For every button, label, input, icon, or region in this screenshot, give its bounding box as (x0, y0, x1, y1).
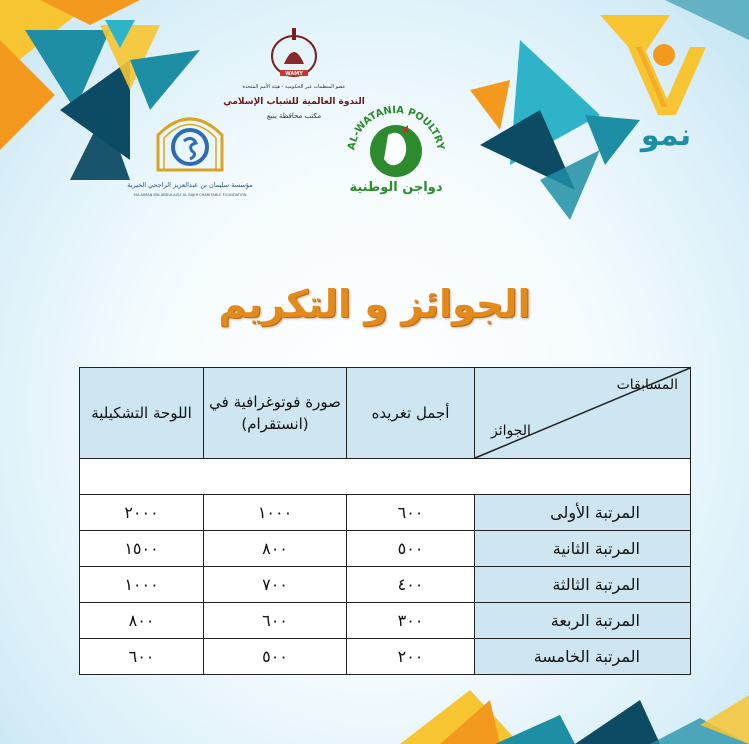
al-rajhi-name-en: SULAIMAN BIN ABDULAZIZ AL RAJHI CHARITABLE FOUNDATION (133, 193, 247, 197)
value-cell: ١٥٠٠ (80, 531, 204, 567)
corner-label-prizes: الجوائز (491, 423, 531, 439)
wamy-badge: WAMY (285, 71, 303, 77)
column-header: صورة فوتوغرافية في (انستقرام) (204, 368, 347, 459)
al-watania-name-en: AL-WATANIA POULTRY (346, 104, 446, 151)
table-row (80, 495, 691, 531)
prizes-table (79, 367, 691, 675)
value-cell: ٦٠٠ (347, 495, 475, 531)
al-watania-name-ar: دواجن الوطنية (349, 180, 443, 195)
rank-cell: المرتبة الربعة (475, 603, 691, 639)
table-row (80, 603, 691, 639)
value-cell: ٥٠٠ (347, 531, 475, 567)
value-cell: ٥٠٠ (204, 639, 347, 675)
column-header: اللوحة التشكيلية (80, 368, 204, 459)
rank-cell: المرتبة الخامسة (475, 639, 691, 675)
value-cell: ٦٠٠ (204, 603, 347, 639)
namou-logo (606, 25, 726, 155)
namou-logo-text: نمو (640, 118, 692, 153)
wamy-office: مكتب محافظة ينبع (266, 112, 322, 120)
al-watania-poultry-logo (340, 95, 452, 195)
wamy-name: الندوة العالمية للشباب الإسلامي (223, 97, 365, 107)
al-rajhi-foundation-logo (120, 95, 260, 205)
table-row (80, 639, 691, 675)
corner-label-competitions: المسابقات (616, 377, 678, 393)
value-cell: ١٠٠٠ (80, 567, 204, 603)
value-cell: ٨٠٠ (204, 531, 347, 567)
value-cell: ٤٠٠ (347, 567, 475, 603)
value-cell: ٧٠٠ (204, 567, 347, 603)
rank-cell: المرتبة الثالثة (475, 567, 691, 603)
page-title: الجوائز و التكريم (218, 282, 531, 326)
table-row (80, 531, 691, 567)
corner-header-cell (475, 368, 691, 459)
rank-cell: المرتبة الثانية (475, 531, 691, 567)
wamy-membership: عضو المنظمات غير الحكومية - هيئة الأمم المتحدة (242, 84, 346, 90)
table-row (80, 567, 691, 603)
value-cell: ٨٠٠ (80, 603, 204, 639)
value-cell: ٣٠٠ (347, 603, 475, 639)
value-cell: ٢٠٠ (347, 639, 475, 675)
value-cell: ٦٠٠ (80, 639, 204, 675)
rank-cell: المرتبة الأولى (475, 495, 691, 531)
value-cell: ١٠٠٠ (204, 495, 347, 531)
column-header: أجمل تغريده (347, 368, 475, 459)
table-header-row (80, 368, 691, 459)
value-cell: ٢٠٠٠ (80, 495, 204, 531)
table-spacer (80, 459, 691, 495)
al-rajhi-name-ar: مؤسسة سليمان بن عبدالعزيز الراجحي الخيرية (127, 181, 253, 189)
